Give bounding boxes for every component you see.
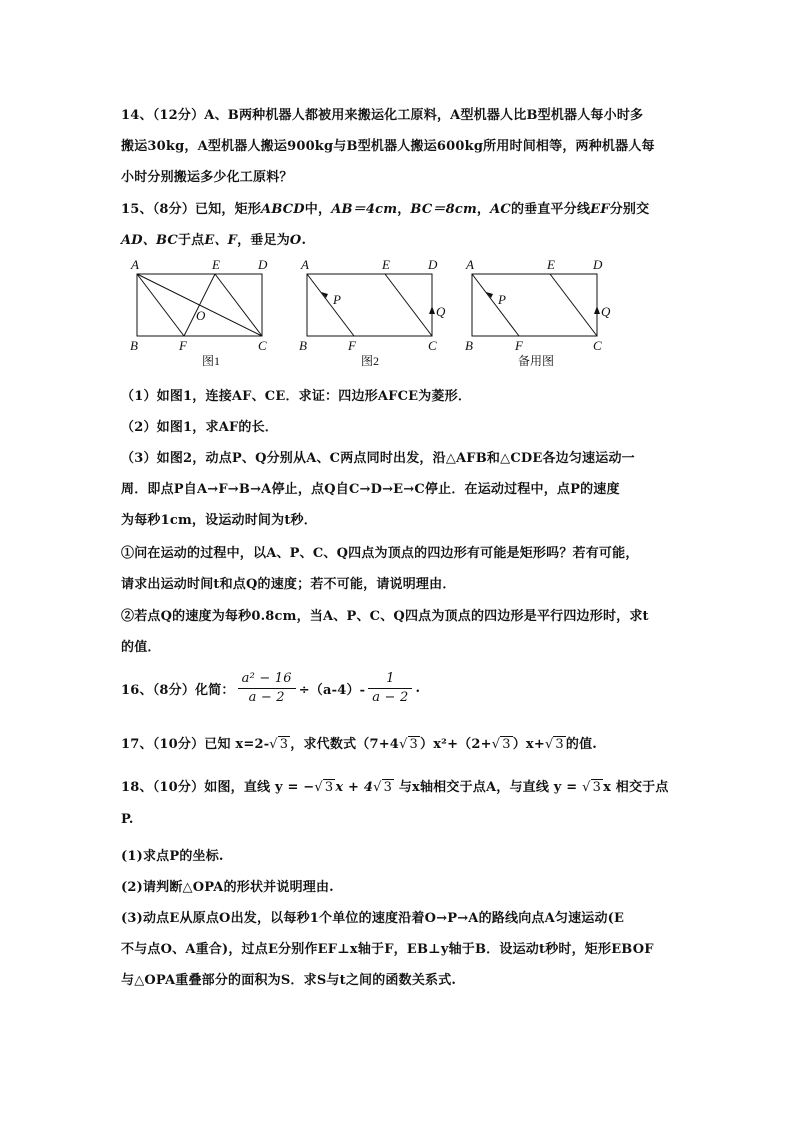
q16-tail: . — [415, 681, 421, 696]
fig2-label-c: C — [428, 338, 437, 353]
q15-ab: AB＝4cm — [331, 202, 398, 217]
q15-figures — [121, 256, 641, 372]
q16-fraction-1 — [238, 670, 296, 707]
fig1-segment-ce — [215, 274, 262, 336]
q15-part-3-line-2: 周．即点P自A→F→B→A停止，点Q自C→D→E→C停止．在运动过程中，点P的速度 — [121, 482, 620, 497]
q17-sqrt-2: √ 3 — [399, 737, 419, 752]
q15-l2-period: . — [301, 233, 307, 248]
q15-points-ef: E、F — [204, 233, 238, 248]
q16-head: 16、（8分）化简： — [121, 683, 235, 698]
q17-mid-1: ，求代数式（7+4 — [290, 737, 400, 752]
q17-mid-3: ）x+ — [512, 737, 545, 752]
q15-comma: ， — [397, 202, 411, 217]
fig1-label-f: F — [179, 338, 187, 353]
q18-radicand-2: 3 — [383, 780, 393, 795]
q15-sub-1-line-2: 请求出运动时间t和点Q的速度；若不可能，请说明理由． — [121, 577, 456, 592]
fig2-segment-ec — [385, 274, 432, 336]
q18-part-3-line-1: (3)动点E从原点O出发，以每秒1个单位的速度沿着O→P→A的路线向点A匀速运动(E — [121, 911, 625, 926]
q15-line-1 — [121, 198, 649, 217]
q18-line-2: P. — [121, 812, 134, 827]
fig1-label-b: B — [130, 338, 138, 353]
q16-denominator-2: a − 2 — [372, 690, 409, 705]
q15-ef: EF — [590, 202, 610, 217]
fig2-label-a: A — [301, 257, 309, 272]
q18-mid-3: x 相交于点 — [603, 780, 669, 795]
fig1-label-a: A — [131, 257, 139, 272]
fig2-label-b: B — [299, 338, 307, 353]
figure-2 — [307, 274, 432, 336]
fig3-label-b: B — [465, 338, 473, 353]
fig2-label-f: F — [348, 338, 356, 353]
q17-mid-2: ）x²+（2+ — [420, 737, 492, 752]
q16-line — [121, 670, 420, 707]
fig2-arrow-q — [429, 306, 435, 314]
fig3-label-q: Q — [601, 304, 611, 319]
q15-line-2 — [121, 229, 306, 248]
fig1-label-d: D — [258, 257, 268, 272]
fig3-label-e: E — [547, 257, 555, 272]
q15-part-1: （1）如图1，连接AF、CE．求证：四边形AFCE为菱形． — [121, 389, 472, 404]
q16-fraction-2 — [368, 670, 412, 707]
q18-sqrt-3: √ 3 — [582, 780, 602, 795]
q15-part-3-line-3: 为每秒1cm，设运动时间为t秒． — [121, 513, 317, 528]
q18-sqrt-1: √ 3 — [314, 780, 334, 795]
q18-part-1: (1)求点P的坐标. — [121, 849, 224, 864]
q15-sub-2-line-1: ②若点Q的速度为每秒0.8cm，当A、P、C、Q四点为顶点的四边形是平行四边形时，求t — [121, 609, 649, 624]
q15-head-text-c: 的垂直平分线 — [510, 202, 591, 217]
q15-comma-2: ， — [476, 202, 491, 217]
q17-tail: 的值. — [565, 737, 598, 752]
q15-ad-bc: AD、BC — [121, 233, 178, 248]
q18-part-3-line-3: 与△OPA重叠部分的面积为S．求S与t之间的函数关系式. — [121, 973, 457, 988]
q18-sqrt-2: √ 3 — [373, 780, 393, 795]
q17-sqrt-1: √ 3 — [269, 737, 289, 752]
fig1-label-e: E — [212, 257, 220, 272]
q18-mid-2: 与x轴相交于点A，与直线 y = — [394, 780, 583, 795]
q18-mid-1: x + 4 — [335, 780, 374, 795]
fig3-arrow-q — [594, 306, 600, 314]
q18-line-1 — [121, 776, 669, 795]
q16-denominator-1: a − 2 — [248, 690, 285, 705]
q15-rect-name: ABCD — [261, 202, 305, 217]
fig2-label-q: Q — [436, 304, 446, 319]
fig2-label-d: D — [428, 257, 438, 272]
fig3-segment-ec — [550, 274, 597, 336]
q18-head: 18、（10分）如图，直线 y = − — [121, 780, 315, 795]
fig2-rectangle — [307, 274, 432, 336]
q15-foot-o: O — [289, 233, 302, 248]
fig1-segment-af — [137, 274, 184, 336]
q15-bc: BC＝8cm — [410, 202, 477, 217]
q17-line — [121, 733, 597, 752]
fig3-label-p: P — [498, 292, 506, 307]
q16-numerator-2: 1 — [368, 670, 412, 689]
q18-radicand-3: 3 — [592, 780, 602, 795]
fig3-caption: 备用图 — [518, 354, 555, 368]
fig1-label-o: O — [196, 308, 206, 323]
q15-part-2: （2）如图1，求AF的长． — [121, 420, 279, 435]
q15-figures-svg — [121, 256, 641, 372]
figure-3 — [472, 274, 597, 336]
q17-sqrt-3: √ 3 — [491, 737, 511, 752]
fig3-label-f: F — [515, 338, 523, 353]
q14-line-2: 搬运30kg，A型机器人搬运900kg与B型机器人搬运600kg所用时间相等，两种机器人每 — [121, 139, 655, 154]
q15-head-text: 15、（8分）已知，矩形 — [121, 202, 262, 217]
fig2-label-p: P — [333, 292, 341, 307]
q17-radicand-1: 3 — [279, 737, 289, 752]
q17-radicand-4: 3 — [555, 737, 564, 752]
q14-line-1: 14、（12分）A、B两种机器人都被用来搬运化工原料，A型机器人比B型机器人每小时多 — [121, 108, 644, 123]
q15-l2-text: 于点 — [177, 233, 205, 248]
q17-head: 17、（10分）已知 x=2- — [121, 737, 270, 752]
fig2-segment-af — [307, 274, 354, 336]
fig3-label-a: A — [466, 257, 474, 272]
q15-head-text-d: 分别交 — [609, 202, 650, 217]
q15-sub-1-line-1: ①问在运动的过程中，以A、P、C、Q四点为顶点的四边形有可能是矩形吗？若有可能， — [121, 546, 639, 561]
q18-part-2: (2)请判断△OPA的形状并说明理由. — [121, 880, 334, 895]
q16-numerator-1: a² − 16 — [238, 670, 296, 689]
q18-radicand-1: 3 — [324, 780, 334, 795]
q17-radicand-2: 3 — [409, 737, 419, 752]
fig2-label-e: E — [382, 257, 390, 272]
fig1-caption: 图1 — [202, 354, 221, 368]
fig3-rectangle — [472, 274, 597, 336]
q17-radicand-3: 3 — [502, 737, 511, 752]
q17-sqrt-4: √ 3 — [544, 737, 564, 752]
q18-part-3-line-2: 不与点O、A重合)，过点E分别作EF⊥x轴于F，EB⊥y轴于B．设运动t秒时，矩形EBOF — [121, 942, 654, 957]
fig1-segment-ef — [184, 274, 215, 336]
q15-part-3-line-1: （3）如图2，动点P、Q分别从A、C两点同时出发，沿△AFB和△CDE各边匀速运动一 — [121, 451, 635, 466]
q15-sub-2-line-2: 的值． — [121, 640, 161, 655]
q14-line-3: 小时分别搬运多少化工原料？ — [121, 170, 293, 185]
fig3-label-c: C — [593, 338, 602, 353]
fig3-segment-af — [472, 274, 519, 336]
fig1-label-c: C — [258, 338, 267, 353]
fig3-label-d: D — [593, 257, 603, 272]
fig2-caption: 图2 — [361, 354, 380, 368]
figure-1 — [137, 274, 262, 336]
q15-l2-text-b: ，垂足为 — [237, 233, 290, 248]
q15-ac: AC — [490, 202, 511, 217]
q16-mid: ÷（a-4）- — [298, 683, 366, 698]
q15-head-text-b: 中， — [304, 202, 332, 217]
